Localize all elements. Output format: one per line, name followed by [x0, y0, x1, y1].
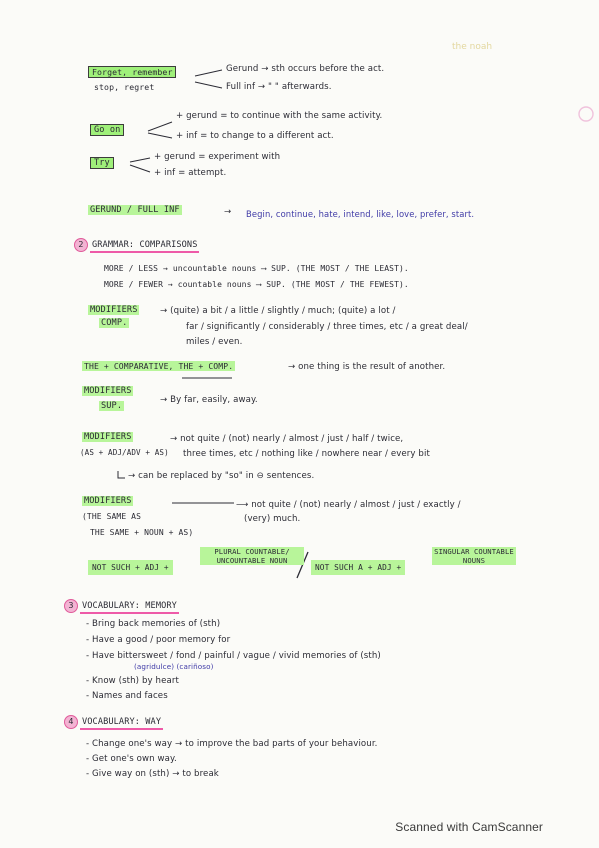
arrow-try-gerund: [130, 158, 150, 162]
text-gerund-occurs: Gerund → sth occurs before the act.: [226, 64, 385, 74]
label-plural-countable-uncountable-noun: PLURAL COUNTABLE/ UNCOUNTABLE NOUN: [200, 547, 304, 565]
box-not-such-adj: NOT SUCH + ADJ +: [88, 560, 173, 575]
label-as-adj-adv-as: (AS + ADJ/ADV + AS): [80, 448, 169, 457]
bleed-through-header: the noah: [452, 42, 493, 52]
box-forget-remember: Forget, remember: [88, 66, 176, 78]
text-go-on-gerund: + gerund = to continue with the same activity.: [176, 111, 383, 121]
label-the-same-as: (THE SAME AS: [82, 512, 141, 521]
memory-item: - Have bittersweet / fond / painful / vague / vivid memories of (sth): [86, 651, 381, 661]
text-modifiers-comp-2: far / significantly / considerably / three times, etc / a great deal/: [186, 322, 468, 332]
text-go-on-inf: + inf = to change to a different act.: [176, 131, 334, 141]
section-4-heading: [64, 715, 163, 729]
text-gerund-full-inf-verbs: Begin, continue, hate, intend, like, love, prefer, start.: [246, 209, 475, 219]
section-heading-text: GRAMMAR: COMPARISONS: [90, 240, 199, 253]
box-not-such-a-adj: NOT SUCH A + ADJ +: [311, 560, 405, 575]
section-3-heading: [64, 599, 179, 613]
label-singular-countable-nouns: SINGULAR COUNTABLE NOUNS: [432, 547, 516, 565]
box-try: Try: [90, 157, 114, 169]
hook-arrow: [118, 471, 125, 478]
way-item: - Give way on (sth) → to break: [86, 769, 219, 779]
text-more-fewer: MORE / FEWER → countable nouns ⟶ SUP. (THE MOST / THE FEWEST).: [104, 280, 409, 289]
way-item: - Change one's way → to improve the bad parts of your behaviour.: [86, 739, 378, 749]
faint-circle: [579, 107, 593, 121]
text-more-less: MORE / LESS → uncountable nouns ⟶ SUP. (THE MOST / THE LEAST).: [104, 264, 409, 273]
arrow-go-on-gerund: [148, 122, 172, 131]
arrow-try-inf: [130, 165, 150, 172]
memory-item: - Bring back memories of (sth): [86, 619, 221, 629]
text-modifiers-comp-1: → (quite) a bit / a little / slightly / much; (quite) a lot /: [160, 306, 396, 316]
text-modifiers-comp-3: miles / even.: [186, 337, 243, 347]
text-modifiers-as-3: → can be replaced by "so" in ⊖ sentences.: [128, 471, 315, 481]
text-modifiers-same-1: ⟶ not quite / (not) nearly / almost / just / exactly /: [236, 500, 461, 510]
label-the-same-noun-as: THE SAME + NOUN + AS): [90, 528, 194, 537]
scanner-watermark: Scanned with CamScanner: [395, 820, 543, 834]
section-2-heading: [74, 238, 199, 252]
memory-item: - Have a good / poor memory for: [86, 635, 231, 645]
box-gerund-full-inf: GERUND / FULL INF: [90, 205, 180, 215]
memory-item: - Names and faces: [86, 691, 168, 701]
label-the-comparative: THE + COMPARATIVE, THE + COMP.: [84, 361, 234, 371]
text-try-inf: + inf = attempt.: [154, 168, 227, 178]
memory-item: - Know (sth) by heart: [86, 676, 179, 686]
text-fullinf-afterwards: Full inf → " " afterwards.: [226, 82, 332, 92]
memory-item-translation: (agridulce) (cariñoso): [134, 662, 214, 671]
arrow-gerund-full-inf-glyph: →: [224, 207, 232, 217]
label-modifiers-same: MODIFIERS: [84, 496, 132, 506]
text-modifiers-sup: → By far, easily, away.: [160, 395, 258, 405]
text-stop-regret: stop, regret: [94, 82, 155, 92]
section-number-badge: 2: [74, 238, 88, 252]
label-modifiers-as: MODIFIERS: [84, 432, 132, 442]
box-go-on: Go on: [90, 124, 124, 136]
text-modifiers-as-1: → not quite / (not) nearly / almost / just / half / twice,: [170, 434, 404, 444]
way-item: - Get one's own way.: [86, 754, 177, 764]
arrow-go-on-inf: [148, 133, 172, 138]
section-heading-text: VOCABULARY: WAY: [80, 717, 163, 730]
text-modifiers-as-2: three times, etc / nothing like / nowhere near / every bit: [183, 449, 430, 459]
section-heading-text: VOCABULARY: MEMORY: [80, 601, 179, 614]
section-number-badge: 4: [64, 715, 78, 729]
arrow-forget-inf: [195, 82, 222, 88]
section-number-badge: 3: [64, 599, 78, 613]
text-modifiers-same-2: (very) much.: [244, 514, 301, 524]
label-comp: COMP.: [101, 318, 128, 328]
label-modifiers-comp: MODIFIERS: [90, 305, 138, 315]
text-the-comparative-meaning: → one thing is the result of another.: [288, 362, 446, 372]
arrow-forget-gerund: [195, 70, 222, 76]
text-try-gerund: + gerund = experiment with: [154, 152, 281, 162]
label-modifiers-sup: MODIFIERS: [84, 386, 132, 396]
label-sup: SUP.: [101, 401, 123, 411]
